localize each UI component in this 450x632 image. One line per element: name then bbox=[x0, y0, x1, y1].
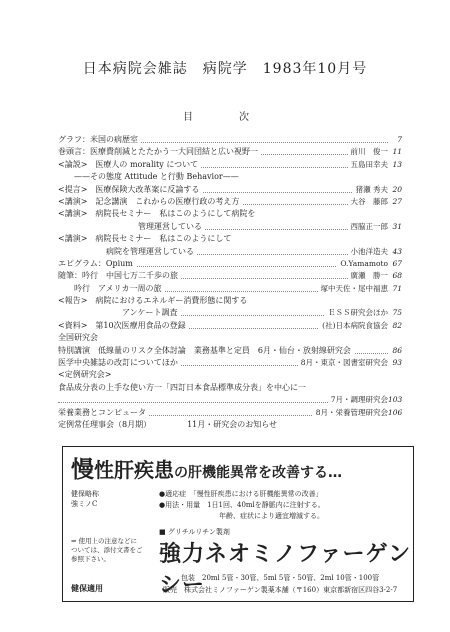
toc-row bbox=[58, 221, 402, 233]
toc-page: 11 bbox=[388, 146, 402, 158]
toc-title: <定例研究会> bbox=[58, 369, 114, 381]
toc-author: 小池洋造夫 bbox=[348, 246, 389, 258]
toc-title: 巻頭言：医療費削減とたたかう一大同団結と広い視野一 bbox=[58, 146, 261, 158]
toc-title: 随筆：吟行 中国七万二千歩の旅 bbox=[58, 270, 181, 282]
ad-note: ⇒ 使用上の注意などについては、添付文書をご参照下さい。 bbox=[71, 537, 143, 563]
toc-page: 20 bbox=[388, 184, 402, 196]
toc-title: 医学中央雑誌の改訂についてほか bbox=[58, 357, 181, 369]
toc-page: 31 bbox=[388, 221, 402, 233]
toc-row bbox=[58, 159, 402, 171]
toc-page: 103 bbox=[388, 394, 402, 406]
toc-title: <資料> 第10次医療用食品の登録 bbox=[58, 320, 189, 332]
toc-author: 塚中天佐・尾中福恵 bbox=[318, 283, 389, 295]
toc-title: アンケート調査 bbox=[58, 307, 181, 319]
toc-row bbox=[58, 357, 402, 369]
ad-subtitle: ■ グリチルリチン製剤 bbox=[159, 528, 230, 536]
ad-headline-big: 慢 bbox=[71, 457, 94, 483]
toc-page: 71 bbox=[388, 283, 402, 295]
ad-bullet-dosage-cont: 年齢、症状により適宜増減する。 bbox=[219, 512, 324, 520]
toc-author: 前川 俊一 bbox=[348, 146, 389, 158]
toc-row bbox=[58, 419, 402, 431]
toc-page: 27 bbox=[388, 196, 402, 208]
toc-author: 西脇正一郎 bbox=[348, 221, 389, 233]
toc-title: エピグラム：Opium bbox=[58, 258, 136, 270]
toc-title: ——その態度 Attitude と行動 Behavior—— bbox=[58, 171, 242, 183]
ad-headline bbox=[71, 451, 342, 484]
contents-label: 目 次 bbox=[183, 112, 267, 123]
toc-author: 8月・東京・図書室研究会 bbox=[298, 357, 388, 369]
toc-row bbox=[58, 184, 402, 196]
toc-row bbox=[58, 258, 402, 270]
toc-page: 13 bbox=[388, 159, 402, 171]
page-title: 日本病院会雑誌 病院学 1983年10月号 bbox=[82, 61, 368, 77]
toc-author: (社)日本病院食協会 bbox=[319, 320, 388, 332]
toc-title: 吟行 アメリカ一周の旅 bbox=[58, 283, 164, 295]
toc-author: 五島田幸夫 bbox=[348, 159, 389, 171]
toc-title: <講演> 病院長セミナー 私はこのようにして病院を bbox=[58, 208, 258, 220]
toc-row bbox=[58, 270, 402, 282]
toc-row bbox=[58, 307, 402, 319]
ad-headline-tail: の肝機能異常を改善する… bbox=[174, 465, 342, 481]
ad-brand: 強力ネオミノファーゲンシー bbox=[159, 542, 412, 598]
toc-row bbox=[58, 146, 402, 158]
toc-title: 定例常任理事会（8月期） 11月・研究会のお知らせ bbox=[58, 419, 280, 431]
toc-title: 管理運営している bbox=[58, 221, 205, 233]
toc-row bbox=[58, 295, 402, 307]
toc-title: グラフ：米国の病歴室 bbox=[58, 134, 141, 146]
toc-title: <講演> 病院長セミナー 私はこのようにして bbox=[58, 233, 234, 245]
ad-package: 包装 20ml 5管・30管、5ml 5管・50管、2ml 10管・100管 bbox=[181, 574, 380, 582]
toc-page: 43 bbox=[388, 246, 402, 258]
ad-left-labels bbox=[71, 489, 141, 509]
toc-row bbox=[58, 283, 402, 295]
toc-list bbox=[58, 134, 402, 431]
ad-maker: 販売 株式会社ミノファーゲン製薬本舗（〒160）東京都新宿区四谷3-2-7 bbox=[163, 586, 398, 594]
toc-row bbox=[58, 382, 402, 394]
toc-row bbox=[58, 196, 402, 208]
toc-author: 7月・調理研究会 bbox=[328, 394, 388, 406]
toc-title: 食品成分表の上手な使い方一「四訂日本食品標準成分表」を中心に一 bbox=[58, 382, 309, 394]
toc-title: <提言> 医療保険大改革案に反論する bbox=[58, 184, 202, 196]
ad-left-label-2: 強ミノC bbox=[71, 500, 98, 508]
toc-row bbox=[58, 320, 402, 332]
toc-row bbox=[58, 407, 402, 419]
toc-row bbox=[58, 233, 402, 245]
ad-left-label-1: 健保略称 bbox=[71, 490, 99, 498]
toc-row bbox=[58, 332, 402, 344]
toc-row bbox=[58, 171, 402, 183]
toc-author: 大谷 藤郎 bbox=[348, 196, 389, 208]
toc-row bbox=[58, 369, 402, 381]
toc-page: 106 bbox=[388, 407, 402, 419]
toc-page: 82 bbox=[388, 320, 402, 332]
toc-row bbox=[58, 345, 402, 357]
toc-title: 全国研究会 bbox=[58, 332, 101, 344]
ad-headline-main: 性肝疾患 bbox=[94, 458, 174, 482]
toc-page: 67 bbox=[388, 258, 402, 270]
toc-row bbox=[58, 208, 402, 220]
toc-page: 7 bbox=[388, 134, 402, 146]
toc-page: 68 bbox=[388, 270, 402, 282]
toc-author: 猪瀬 秀夫 bbox=[353, 184, 388, 196]
toc-title: <論説> 医療人の morality について bbox=[58, 159, 201, 171]
toc-row bbox=[58, 246, 402, 258]
ad-bullet-dosage: ●用法・用量 1日1回、40mlを静脈内に注射する。 bbox=[159, 501, 325, 509]
toc-author: O.Yamamoto bbox=[337, 258, 388, 270]
toc-author: ＥＳＳ研究会ほか bbox=[325, 307, 388, 319]
toc-page: 93 bbox=[388, 357, 402, 369]
advertisement bbox=[62, 446, 414, 602]
ad-bullet-indications: ●適応症 「慢性肝疾患における肝機能異常の改善」 bbox=[159, 490, 323, 498]
toc-author: 廣瀬 勝一 bbox=[348, 270, 389, 282]
toc-author: 8月・栄養管理研究会 bbox=[313, 407, 388, 419]
toc-title: 病院を管理運営している bbox=[58, 246, 197, 258]
toc-title: 特別講演 低線量のリスク全体討論 業務基準と定員 6月・仙台・放射線研究会 bbox=[58, 345, 354, 357]
toc-title: <報告> 病院におけるエネルギー消費形態に関する bbox=[58, 295, 250, 307]
toc-row bbox=[58, 394, 402, 406]
ad-bullets bbox=[159, 489, 409, 522]
ad-insurance: 健保適用 bbox=[71, 583, 103, 593]
toc-row bbox=[58, 134, 402, 146]
toc-page: 86 bbox=[388, 345, 402, 357]
toc-title: 栄養業務とコンピュータ bbox=[58, 407, 149, 419]
toc-title: <講演> 記念講演 これからの医療行政の考え方 bbox=[58, 196, 242, 208]
toc-page: 75 bbox=[388, 307, 402, 319]
